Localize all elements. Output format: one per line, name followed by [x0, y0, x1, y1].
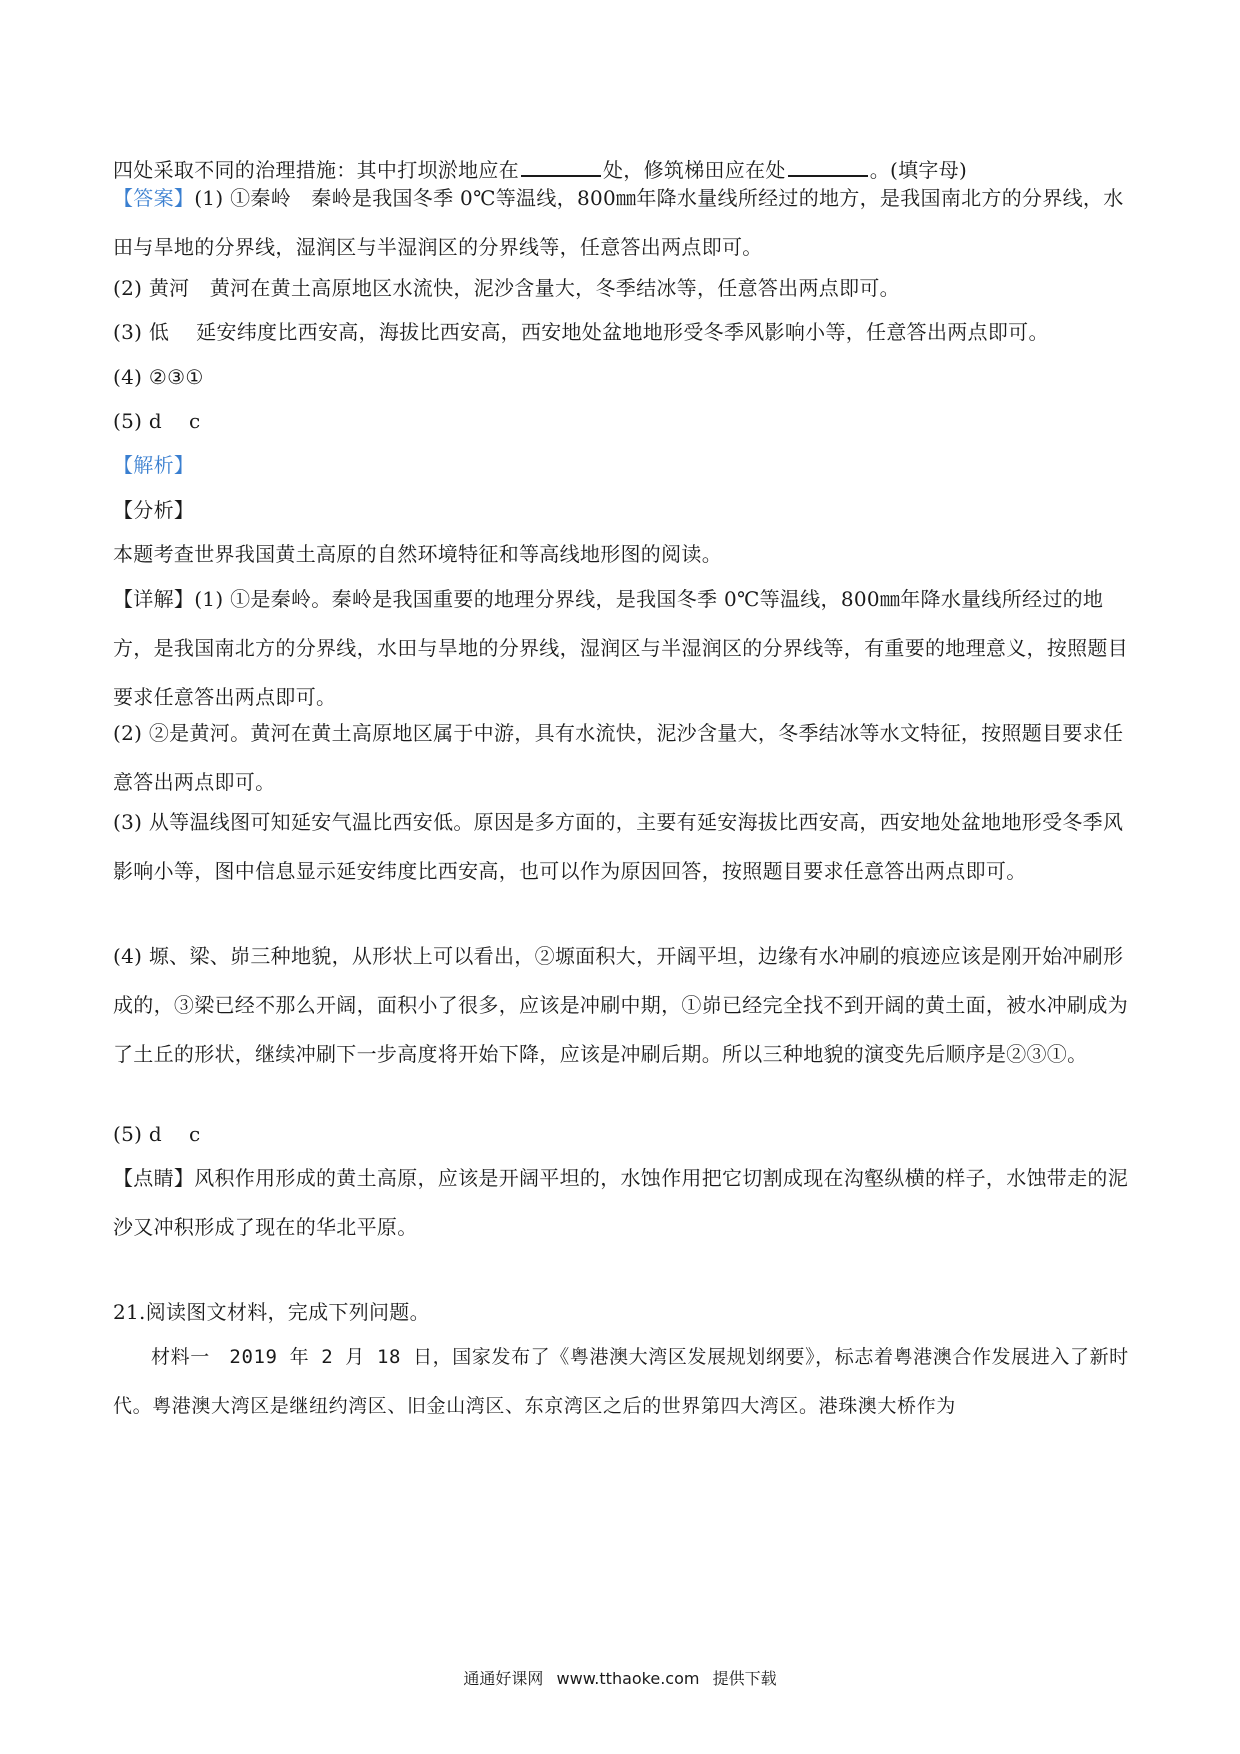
- detail-q1: [113, 575, 1133, 722]
- fenxi-text: 本题考查世界我国黄土高原的自然环境特征和等高线地形图的阅读。: [113, 542, 722, 566]
- answer-q4: (4) ②③①: [113, 365, 204, 389]
- detail-q1-text: (1) ①是秦岭。秦岭是我国重要的地理分界线，是我国冬季 0℃等温线，800㎜年降水量线所经过的地方，是我国南北方的分界线，水田与旱地的分界线，湿润区与半湿润区的分界线等，有重要的地理意义，按照题目要求任意答出两点即可。: [113, 587, 1128, 709]
- dianjing-tag: 【点睛】: [113, 1166, 195, 1190]
- footer-url[interactable]: www.tthaoke.com: [556, 1669, 700, 1688]
- material-1: 材料一 2019 年 2 月 18 日，国家发布了《粤港澳大湾区发展规划纲要》，标志着粤港澳合作发展进入了新时代。粤港澳大湾区是继纽约湾区、旧金山湾区、东京湾区之后的世界第四大湾区。港珠澳大桥作为: [113, 1346, 1129, 1417]
- answer-q1: [113, 174, 1133, 272]
- analysis-tag: 【解析】: [113, 453, 195, 477]
- answer-q3: (3) 低 延安纬度比西安高，海拔比西安高，西安地处盆地地形受冬季风影响小等，任意答出两点即可。: [113, 320, 1049, 344]
- answer-q5: (5) d c: [113, 409, 201, 433]
- fill-text-before: 四处采取不同的治理措施：其中打坝淤地应在: [113, 158, 519, 182]
- answer-tag: 【答案】: [113, 186, 195, 210]
- detail-q2: (2) ②是黄河。黄河在黄土高原地区属于中游，具有水流快，泥沙含量大，冬季结冰等水文特征，按照题目要求任意答出两点即可。: [113, 721, 1124, 794]
- fill-text-middle: 处，修筑梯田应在处: [603, 158, 786, 182]
- dianjing-text: 风积作用形成的黄土高原，应该是开阔平坦的，水蚀作用把它切割成现在沟壑纵横的样子，水蚀带走的泥沙又冲积形成了现在的华北平原。: [113, 1166, 1129, 1239]
- answer-q2: (2) 黄河 黄河在黄土高原地区水流快，泥沙含量大，冬季结冰等，任意答出两点即可。: [113, 276, 900, 300]
- dianjing: [113, 1154, 1133, 1252]
- fill-text-after: 。(填字母): [869, 158, 968, 182]
- fenxi-tag: 【分析】: [113, 498, 195, 522]
- detail-q3: (3) 从等温线图可知延安气温比西安低。原因是多方面的，主要有延安海拔比西安高，西安地处盆地地形受冬季风影响小等，图中信息显示延安纬度比西安高，也可以作为原因回答，按照题目要求任意答出两点即可。: [113, 810, 1124, 883]
- question-21-title: 21.阅读图文材料，完成下列问题。: [113, 1300, 430, 1324]
- footer-suffix: 提供下载: [712, 1669, 777, 1688]
- page-footer: [0, 1666, 1240, 1689]
- detail-q4: (4) 塬、梁、峁三种地貌，从形状上可以看出，②塬面积大，开阔平坦，边缘有水冲刷的痕迹应该是刚开始冲刷形成的，③梁已经不那么开阔，面积小了很多，应该是冲刷中期，①峁已经完全找不到开阔的黄土面，被水冲刷成为了土丘的形状，继续冲刷下一步高度将开始下降，应该是冲刷后期。所以三种地貌的演变先后顺序是②③①。: [113, 944, 1128, 1066]
- footer-site-name: 通通好课网: [463, 1669, 544, 1688]
- detail-tag: 【详解】: [113, 587, 195, 611]
- detail-q5: (5) d c: [113, 1122, 201, 1146]
- answer-q1-text: (1) ①秦岭 秦岭是我国冬季 0℃等温线，800㎜年降水量线所经过的地方，是我国南北方的分界线，水田与旱地的分界线，湿润区与半湿润区的分界线等，任意答出两点即可。: [113, 186, 1124, 259]
